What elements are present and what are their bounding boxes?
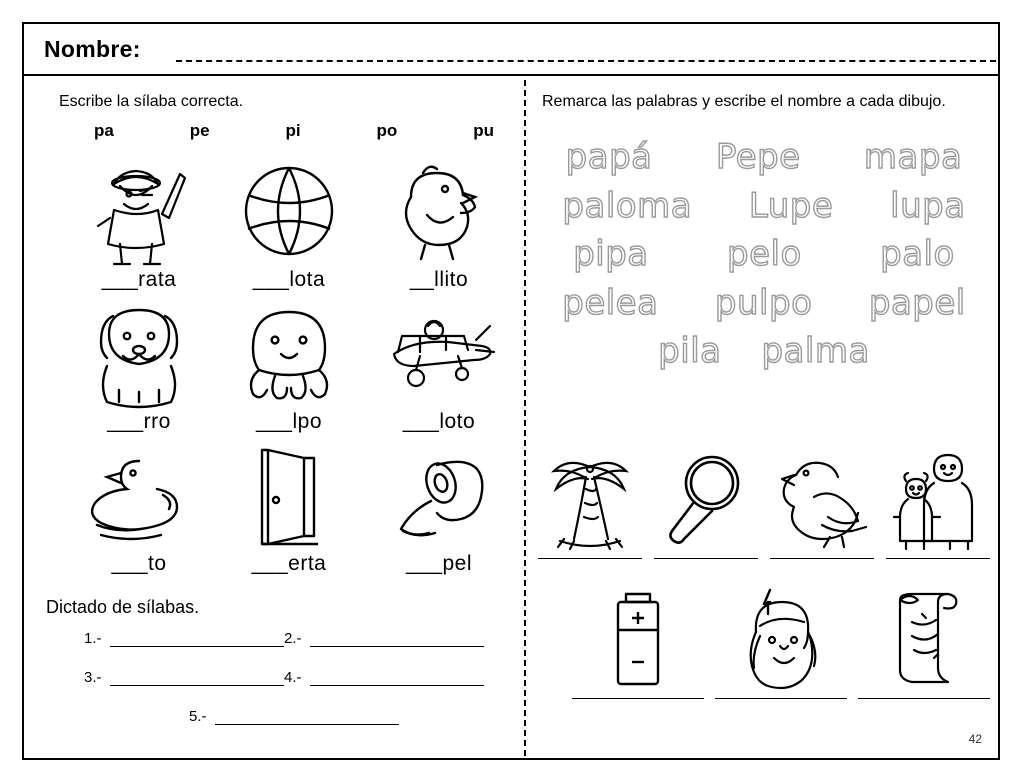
trace-word[interactable]: pelea <box>562 282 659 323</box>
picture-row-1 <box>64 150 514 292</box>
syllable-pa: pa <box>94 121 114 140</box>
dictation-item-1[interactable] <box>84 630 284 647</box>
battery-icon <box>608 580 668 690</box>
trace-row <box>534 330 994 373</box>
trace-word[interactable]: palma <box>761 331 870 371</box>
trace-word[interactable]: mapa <box>863 137 963 177</box>
dictation-number: 3.- <box>84 669 102 686</box>
syllable-pi: pi <box>285 121 301 140</box>
answer-line[interactable] <box>886 558 990 559</box>
answer-line[interactable] <box>538 558 642 559</box>
dictation-title: Dictado de sílabas. <box>46 597 200 617</box>
beach-ball-icon <box>219 150 359 268</box>
syllable-key <box>94 121 494 141</box>
dove-icon <box>770 440 874 550</box>
magnifying-glass-icon <box>656 440 756 550</box>
toilet-paper-icon <box>369 434 509 552</box>
left-column <box>24 78 524 758</box>
answer-word[interactable]: ___lota <box>252 268 326 291</box>
name-write-line[interactable] <box>176 60 996 62</box>
trace-row <box>534 282 994 325</box>
dictation-item-2[interactable] <box>284 630 484 647</box>
answer-line[interactable] <box>572 698 704 699</box>
grid-item <box>214 292 364 434</box>
trace-row <box>534 136 994 179</box>
trace-row <box>534 185 994 228</box>
palm-tree-icon <box>540 440 640 550</box>
pirate-icon <box>69 150 209 268</box>
trace-word[interactable]: paloma <box>562 185 693 226</box>
girl-hair-icon <box>726 580 836 690</box>
grid-item <box>64 150 214 292</box>
dictation-grid <box>84 630 504 747</box>
trace-word[interactable]: palo <box>880 234 955 274</box>
duck-icon <box>69 434 209 552</box>
answer-word[interactable]: ___lpo <box>255 410 323 433</box>
grid-item <box>364 150 514 292</box>
answer-word[interactable]: ___erta <box>251 552 327 575</box>
dictation-item-5[interactable] <box>189 708 399 725</box>
name-row <box>24 24 998 76</box>
grid-item <box>64 434 214 576</box>
page-number: 42 <box>968 732 982 746</box>
trace-row <box>534 233 994 276</box>
picture-row-2 <box>64 292 514 434</box>
answer-line[interactable] <box>654 558 758 559</box>
picture-cell <box>852 580 995 699</box>
dictation-item-3[interactable] <box>84 669 284 686</box>
trace-word[interactable]: papel <box>868 282 966 323</box>
answer-word[interactable]: ___to <box>111 552 167 575</box>
trace-word[interactable]: pulpo <box>714 282 813 323</box>
trace-word[interactable]: lupa <box>890 185 966 226</box>
dictation-line[interactable] <box>310 632 484 647</box>
right-column <box>526 78 1000 758</box>
grid-item <box>214 150 364 292</box>
answer-word[interactable]: ___loto <box>402 410 476 433</box>
father-daughter-icon <box>886 440 990 550</box>
answer-line[interactable] <box>715 698 847 699</box>
dictation-number: 2.- <box>284 630 302 647</box>
picture-cell <box>566 580 709 699</box>
syllable-pe: pe <box>189 121 210 140</box>
door-icon <box>219 434 359 552</box>
syllable-po: po <box>376 121 398 140</box>
grid-item <box>64 292 214 434</box>
answer-line[interactable] <box>770 558 874 559</box>
dictation-line[interactable] <box>110 632 284 647</box>
grid-item <box>214 434 364 576</box>
tracing-words-block <box>534 136 994 379</box>
picture-cell <box>709 580 852 699</box>
chick-icon <box>369 150 509 268</box>
trace-word[interactable]: pelo <box>727 234 802 274</box>
trace-word[interactable]: Lupe <box>748 185 834 226</box>
dictation-row <box>84 630 504 647</box>
trace-word[interactable]: pila <box>658 331 722 371</box>
dictation-line[interactable] <box>215 710 399 725</box>
answer-word[interactable]: ___pel <box>405 552 473 575</box>
right-picture-row-2 <box>566 580 996 699</box>
picture-row-3 <box>64 434 514 576</box>
trace-word[interactable]: papá <box>565 137 653 177</box>
syllable-pu: pu <box>473 121 494 140</box>
name-label: Nombre: <box>44 36 141 62</box>
dictation-item-4[interactable] <box>284 669 484 686</box>
left-instruction: Escribe la sílaba correcta. <box>59 93 244 110</box>
answer-word[interactable]: ___rro <box>107 410 171 433</box>
picture-cell <box>532 440 648 559</box>
grid-item <box>364 292 514 434</box>
answer-line[interactable] <box>858 698 990 699</box>
dog-icon <box>69 292 209 410</box>
picture-cell <box>764 440 880 559</box>
dictation-row <box>84 708 504 725</box>
scroll-map-icon <box>878 580 970 690</box>
answer-word[interactable]: ___rata <box>101 268 177 291</box>
right-instruction: Remarca las palabras y escribe el nombre a cada dibujo. <box>542 93 946 110</box>
octopus-icon <box>219 292 359 410</box>
trace-word[interactable]: pipa <box>573 234 649 274</box>
trace-word[interactable]: Pepe <box>715 137 801 177</box>
picture-cell <box>880 440 996 559</box>
dictation-row <box>84 669 504 686</box>
answer-word[interactable]: __llito <box>409 268 469 291</box>
airplane-icon <box>369 292 509 410</box>
picture-cell <box>648 440 764 559</box>
grid-item <box>364 434 514 576</box>
dictation-number: 4.- <box>284 669 302 686</box>
dictation-number: 1.- <box>84 630 102 647</box>
dictation-line[interactable] <box>110 671 284 686</box>
picture-word-grid <box>64 150 514 576</box>
dictation-line[interactable] <box>310 671 484 686</box>
dictation-number: 5.- <box>189 708 207 725</box>
right-picture-row-1 <box>532 440 998 559</box>
